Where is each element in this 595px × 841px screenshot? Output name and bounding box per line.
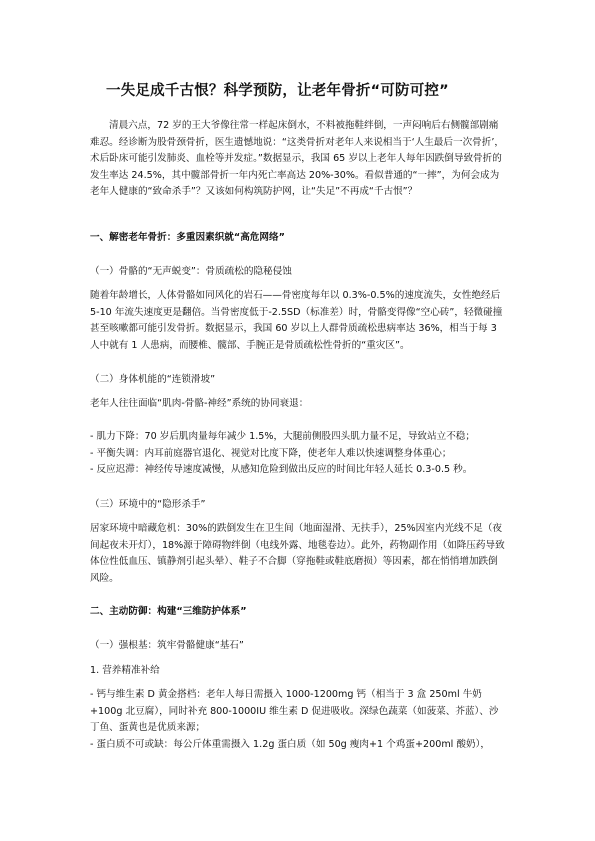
list-item: - 反应迟滞：神经传导速度减慢，从感知危险到做出反应的时间比年轻人延长 0.3-0.5 秒。 [90, 464, 473, 475]
intro-paragraph: 清晨六点，72 岁的王大爷像往常一样起床倒水，不料被拖鞋绊倒，一声闷响后右侧髋部剧痛难忍。经诊断为股骨颈骨折，医生遗憾地说：“这类骨折对老年人来说相当于‘人生最后一次骨折’，术后卧床可能引发肺炎、血栓等并发症。”数据显示，我国 65 岁以上老年人每年因跌倒导致骨折的发生率达 24.5%，其中髋部骨折一年内死亡率高达 20%-30%。看似普通的“一摔”，为何会成为老年人健康的“致命杀手”？又该如何构筑防护网，让“失足”不再成“千古恨”？ [90, 120, 505, 197]
section2-bullet-list [90, 687, 506, 753]
section1-sub1-paragraph: 随着年龄增长，人体骨骼如同风化的岩石——骨密度每年以 0.3%-0.5%的速度流失，女性绝经后 5-10 年流失速度更是翻倍。当骨密度低于-2.5SD（标准差）时，骨骼变得像“空心砖”，轻微碰撞甚至咳嗽都可能引发骨折。数据显示，我国 60 岁以上人群骨质疏松患病率达 36%，相当于每 3 人中就有 1 人患病，而腰椎、髋部、手腕正是骨质疏松性骨折的“重灾区”。 [90, 290, 503, 351]
page-title: 一失足成千古恨？科学预防，让老年骨折“可防可控” [106, 83, 449, 99]
section2-sub1-heading: （一）强根基：筑牢骨骼健康“基石” [90, 640, 244, 651]
list-item: - 蛋白质不可或缺：每公斤体重需摄入 1.2g 蛋白质（如 50g 瘦肉+1 个鸡蛋+200ml 酸奶）， [90, 738, 490, 750]
section1-sub3-paragraph: 居家环境中暗藏危机：30%的跌倒发生在卫生间（地面湿滑、无扶手），25%因室内光线不足（夜间起夜未开灯），18%源于障碍物绊倒（电线外露、地毯卷边）。此外，药物副作用（如降压药导致体位性低血压、镇静剂引起头晕）、鞋子不合脚（穿拖鞋或鞋底磨损）等因素，都在悄悄增加跌倒风险。 [90, 523, 505, 584]
section1-sub1-heading: （一）骨骼的“无声蜕变”：骨质疏松的隐秘侵蚀 [90, 266, 292, 277]
section1-sub2-bullet-list [90, 429, 510, 479]
section1-sub2-heading: （二）身体机能的“连锁滑坡” [90, 374, 216, 385]
list-item: - 平衡失调：内耳前庭器官退化、视觉对比度下降，使老年人难以快速调整身体重心； [90, 447, 452, 459]
section2-item1-heading: 1. 营养精准补给 [90, 665, 160, 676]
section1-sub3-heading: （三）环境中的“隐形杀手” [90, 499, 206, 510]
section1-heading: 一、解密老年骨折：多重因素织就“高危网络” [90, 232, 285, 243]
list-item: - 肌力下降：70 岁后肌肉量每年减少 1.5%，大腿前侧股四头肌力量不足，导致站立不稳； [90, 431, 475, 442]
section2-heading: 二、主动防御：构建“三维防护体系” [90, 606, 247, 617]
section1-sub2-paragraph: 老年人往往面临“肌肉-骨骼-神经”系统的协同衰退： [90, 398, 309, 409]
list-item: - 钙与维生素 D 黄金搭档：老年人每日需摄入 1000-1200mg 钙（相当于 3 盒 250ml 牛奶+100g 北豆腐），同时补充 800-1000IU 维生素 D 促进吸收。深绿色蔬菜（如菠菜、芥蓝）、沙丁鱼、蛋黄也是优质来源； [90, 689, 499, 733]
